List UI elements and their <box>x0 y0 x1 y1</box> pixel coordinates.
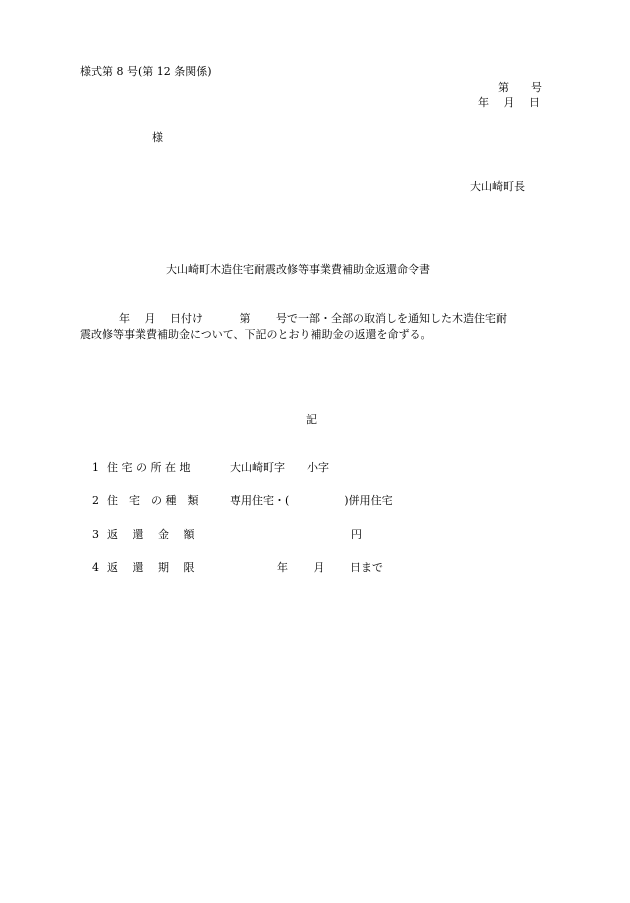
item-label: 返 還 金 額 <box>107 528 195 541</box>
item-label: 住 宅 の 所 在 地 <box>107 461 191 474</box>
document-title: 大山崎町木造住宅耐震改修等事業費補助金返還命令書 <box>166 263 430 276</box>
document-number: 第 号 <box>498 81 542 94</box>
item-number: 4 <box>92 561 99 574</box>
item-label: 返 還 期 限 <box>107 561 195 574</box>
item-value: 年 月 日まで <box>277 561 383 574</box>
addressee-honorific: 様 <box>152 131 163 144</box>
item-label: 住 宅 の 種 類 <box>107 494 199 507</box>
body-line-1: 年 月 日付け 第 号で一部・全部の取消しを通知した木造住宅耐 <box>119 312 507 325</box>
body-line-2: 震改修等事業費補助金について、下記のとおり補助金の返還を命ずる。 <box>80 328 432 341</box>
issuer-name: 大山崎町長 <box>470 180 525 193</box>
ki-heading: 記 <box>306 413 317 426</box>
item-value: 専用住宅・( )併用住宅 <box>230 494 393 507</box>
item-number: 2 <box>92 494 99 507</box>
item-value: 円 <box>351 528 362 541</box>
item-number: 1 <box>92 461 99 474</box>
issue-date: 年 月 日 <box>478 96 540 109</box>
form-number: 様式第 8 号(第 12 条関係) <box>80 65 212 78</box>
item-value: 大山崎町字 小字 <box>230 461 329 474</box>
item-number: 3 <box>92 528 99 541</box>
